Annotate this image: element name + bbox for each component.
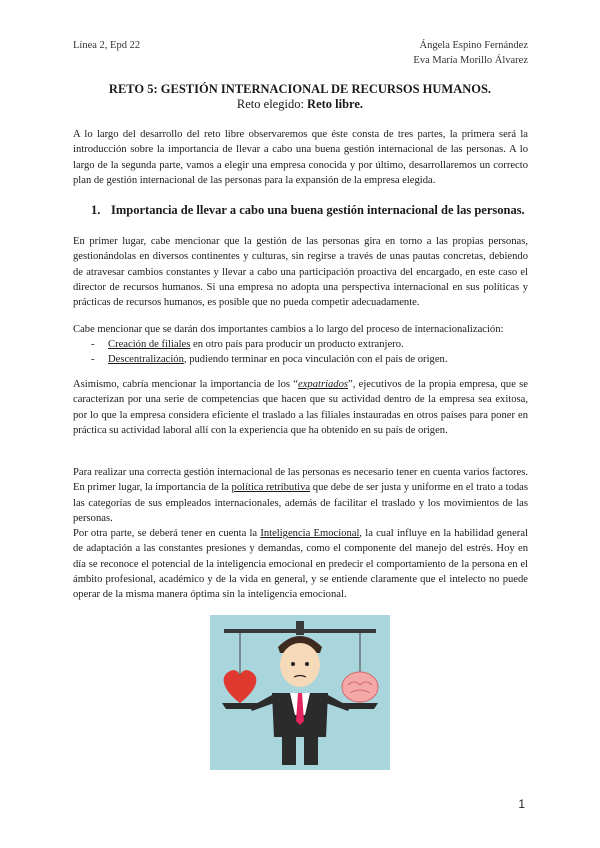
paragraph-4: [73, 465, 528, 526]
para5-text-a: Por otra parte, se deberá tener en cuenta la: [73, 528, 261, 539]
subtitle-bold: Reto libre.: [307, 97, 364, 111]
paragraph-1: En primer lugar, cabe mencionar que la gestión de las personas gira en torno a las propias personas, gestionándolas en diversos continentes y culturas, sin regirse a través de unas pautas concretas, debiendo de atravesar cambios constantes y llevar a cabo una participación proactiva del encargado, en este caso el director de recursos humanos. Si una empresa no adopta una perspectiva internacional en sus políticas y prácticas de recursos humanos, es posible que no pueda competir adecuadamente.: [73, 236, 528, 309]
intro-paragraph: A lo largo del desarrollo del reto libre observaremos que éste consta de tres partes, la primera será la introducción sobre la importancia de llevar a cabo una buena gestión internacional de las personas. A lo largo de la segunda parte, vamos a elegir una empresa conocida y por último, desarrollaremos un correcto plan de gestión internacional de las personas para la expansión de la empresa elegida.: [73, 129, 528, 186]
left-eye: [291, 662, 295, 666]
para3-text-a: Asimismo, cabría mencionar la importancia de los “: [73, 379, 298, 390]
right-eye: [305, 662, 309, 666]
politica-retributiva-term: política retributiva: [231, 482, 311, 494]
brain-icon: [342, 672, 378, 702]
header-course: Línea 2, Epd 22: [73, 40, 141, 51]
left-scale-plate: [222, 703, 258, 709]
document-title: RETO 5: GESTIÓN INTERNACIONAL DE RECURSOS HUMANOS.: [108, 82, 492, 96]
subtitle-prefix: Reto elegido:: [236, 97, 308, 111]
list-item-text: , pudiendo terminar en poca vinculación con el país de origen.: [183, 354, 448, 366]
expatriados-term: expatriados: [298, 379, 349, 390]
para5-text-b: , la cual influye en la habilidad general de adaptación a las constantes presiones y demandas, como el componente del manejo del estrés. Hoy en día se reconoce el potencial de la inteligencia emocional en predecir el comportamiento de la persona en el ámbito profesional, académico y de la vida en general, y se entiende claramente que el intelecto no puede operar de la misma manera óptima sin la inteligencia emocional.: [73, 528, 528, 601]
section-heading-text: Importancia de llevar a cabo una buena gestión internacional de las personas.: [111, 203, 525, 217]
para4-text-a: Para realizar una correcta gestión internacional de las personas es necesario tener en cuenta varios factores. En primer lugar, la importancia de la: [73, 467, 528, 494]
heart-brain-balance-illustration: [210, 615, 390, 770]
header-author-1: Ángela Espino Fernández: [419, 40, 528, 51]
list-item-term: Descentralización: [108, 354, 184, 366]
header-authors: [413, 38, 528, 68]
right-scale-plate: [342, 703, 378, 709]
right-leg: [304, 737, 318, 765]
list-item: [91, 352, 531, 367]
paragraph-3: [73, 377, 528, 438]
list-item-text: en otro país para producir un producto extranjero.: [190, 339, 404, 350]
list-item-term: Creación de filiales: [108, 339, 191, 350]
man-face: [280, 643, 320, 687]
section-heading: [91, 203, 525, 218]
paragraph-5: [73, 526, 528, 602]
page-number: 1: [518, 797, 525, 811]
list-item: [91, 337, 531, 352]
left-leg: [282, 737, 296, 765]
para4-text-b: que debe de ser justa y uniforme en el trato a todas las categorías de sus empleados internacionales, además de facilitar el traslado y los movimientos de las personas.: [73, 482, 528, 524]
header-author-2: Eva María Morillo Álvarez: [413, 55, 528, 66]
document-subtitle: [0, 97, 600, 112]
changes-list: [91, 337, 531, 368]
paragraph-2: Cabe mencionar que se darán dos importantes cambios a lo largo del proceso de internacionalización:: [73, 324, 504, 335]
section-number: 1.: [91, 203, 101, 217]
balance-pivot: [296, 621, 304, 635]
para3-text-b: ”, ejecutivos de la propia empresa, que se caracterizan por una serie de competencias que hacen que su actividad dentro de la empresa sea exitosa, por lo que la empresa considera eficiente el traslado a las filiales instauradas en otros países para poner en práctica su actividad laboral allí con la experiencia que ha obtenido en su país de origen.: [73, 379, 528, 436]
inteligencia-emocional-term: Inteligencia Emocional: [260, 528, 360, 539]
